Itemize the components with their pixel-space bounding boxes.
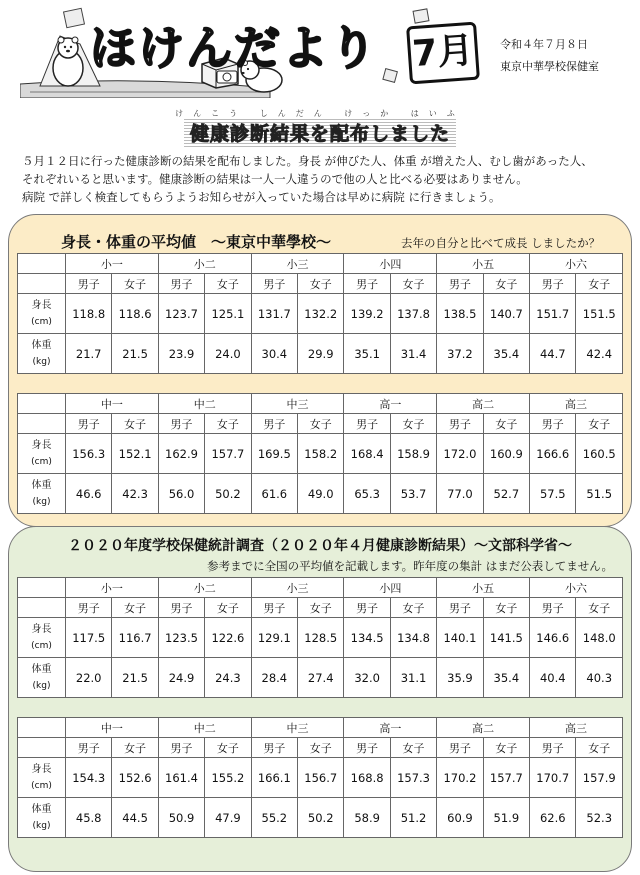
weight-value: 55.2 [251,798,297,838]
height-value: 118.6 [112,294,158,334]
weight-value: 65.3 [344,474,390,514]
weight-value: 50.2 [298,798,344,838]
height-value: 134.8 [390,618,436,658]
sex-header: 女子 [112,738,158,758]
sex-header: 女子 [390,274,436,294]
sex-header: 男子 [66,738,112,758]
grade-header: 小一 [66,254,159,274]
weight-unit: (kg) [32,680,51,691]
national-average-panel [8,526,632,872]
national-elementary-table [17,577,623,698]
grade-header: 中一 [66,718,159,738]
weight-value: 35.4 [483,658,529,698]
sex-header: 男子 [251,414,297,434]
weight-value: 23.9 [158,334,204,374]
headline-ruby: けんこう しんだん けっか はいふ [175,109,465,118]
header-info [500,34,635,78]
height-value: 157.7 [205,434,251,474]
corner-cell [18,254,66,274]
grade-header: 高一 [344,718,437,738]
height-value: 168.8 [344,758,390,798]
weight-value: 30.4 [251,334,297,374]
sex-header: 女子 [390,414,436,434]
weight-value: 51.9 [483,798,529,838]
height-value: 156.3 [66,434,112,474]
corner-cell [18,414,66,434]
weight-value: 21.5 [112,658,158,698]
weight-value: 49.0 [298,474,344,514]
weight-value: 47.9 [205,798,251,838]
weight-label: 体重 [31,663,52,675]
height-value: 128.5 [298,618,344,658]
sex-header: 男子 [530,274,576,294]
intro-text [22,152,632,206]
grade-header: 中一 [66,394,159,414]
sex-header: 女子 [205,738,251,758]
height-value: 151.5 [576,294,623,334]
weight-value: 35.9 [437,658,483,698]
sex-header: 男子 [251,598,297,618]
height-value: 129.1 [251,618,297,658]
weight-value: 57.5 [530,474,576,514]
weight-value: 35.4 [483,334,529,374]
month-badge: 7月 [406,22,480,85]
header-banner [20,6,480,98]
sex-header: 男子 [344,274,390,294]
height-value: 170.2 [437,758,483,798]
height-unit: (cm) [31,640,52,651]
height-unit: (cm) [31,316,52,327]
grade-header: 中三 [251,718,344,738]
height-value: 161.4 [158,758,204,798]
sex-header: 女子 [576,598,623,618]
weight-value: 21.5 [112,334,158,374]
weight-value: 61.6 [251,474,297,514]
height-value: 116.7 [112,618,158,658]
weight-value: 51.5 [576,474,623,514]
weight-unit: (kg) [32,820,51,831]
sex-header: 女子 [298,414,344,434]
height-value: 166.1 [251,758,297,798]
height-value: 146.6 [530,618,576,658]
height-value: 157.3 [390,758,436,798]
height-value: 158.9 [390,434,436,474]
height-row-label [18,758,66,798]
height-value: 152.6 [112,758,158,798]
intro-line: ５月１２日に行った健康診断の結果を配布しました。身長 が伸びた人、体重 が増えた人、むし歯があった人、 [22,154,593,168]
sex-header: 女子 [112,274,158,294]
sex-header: 女子 [576,738,623,758]
sex-header: 男子 [530,598,576,618]
sex-header: 女子 [298,274,344,294]
sex-header: 男子 [437,738,483,758]
weight-row-label [18,658,66,698]
weight-value: 51.2 [390,798,436,838]
headline [0,108,640,147]
height-label: 身長 [31,299,52,311]
sex-header: 男子 [344,598,390,618]
weight-value: 45.8 [66,798,112,838]
weight-value: 28.4 [251,658,297,698]
sex-header: 女子 [390,598,436,618]
corner-cell [18,274,66,294]
weight-unit: (kg) [32,356,51,367]
height-value: 152.1 [112,434,158,474]
height-value: 122.6 [205,618,251,658]
sex-header: 男子 [158,274,204,294]
weight-value: 31.1 [390,658,436,698]
sex-header: 女子 [205,414,251,434]
sex-header: 男子 [66,414,112,434]
sex-header: 女子 [483,738,529,758]
sex-header: 女子 [483,598,529,618]
corner-cell [18,394,66,414]
corner-cell [18,718,66,738]
weight-value: 35.1 [344,334,390,374]
school-elementary-table [17,253,623,374]
sex-header: 男子 [530,738,576,758]
national-panel-title: ２０２０年度学校保健統計調査（２０２０年４月健康診断結果）～文部科学省～ [68,538,572,554]
grade-header: 小一 [66,578,159,598]
height-value: 140.7 [483,294,529,334]
height-row-label [18,294,66,334]
weight-value: 56.0 [158,474,204,514]
height-value: 131.7 [251,294,297,334]
height-row-label [18,618,66,658]
grade-header: 高三 [530,718,623,738]
weight-label: 体重 [31,479,52,491]
height-value: 160.5 [576,434,623,474]
height-value: 162.9 [158,434,204,474]
sex-header: 女子 [205,598,251,618]
sex-header: 女子 [576,414,623,434]
weight-row-label [18,798,66,838]
height-value: 125.1 [205,294,251,334]
height-value: 172.0 [437,434,483,474]
height-label: 身長 [31,763,52,775]
school-average-panel [8,214,632,527]
height-value: 170.7 [530,758,576,798]
weight-value: 50.2 [205,474,251,514]
weight-value: 53.7 [390,474,436,514]
grade-header: 高二 [437,718,530,738]
sex-header: 男子 [344,414,390,434]
weight-value: 40.3 [576,658,623,698]
height-value: 138.5 [437,294,483,334]
issue-date: 令和４年７月８日 [500,38,588,51]
sex-header: 女子 [576,274,623,294]
grade-header: 中三 [251,394,344,414]
height-value: 123.7 [158,294,204,334]
grade-header: 高二 [437,394,530,414]
height-value: 158.2 [298,434,344,474]
sex-header: 男子 [344,738,390,758]
headline-text: 健康診断結果を配布しました [184,118,456,147]
sex-header: 男子 [530,414,576,434]
height-value: 140.1 [437,618,483,658]
sex-header: 女子 [298,598,344,618]
weight-value: 40.4 [530,658,576,698]
weight-value: 58.9 [344,798,390,838]
sex-header: 女子 [112,414,158,434]
height-row-label [18,434,66,474]
corner-cell [18,598,66,618]
weight-value: 50.9 [158,798,204,838]
height-label: 身長 [31,623,52,635]
sex-header: 男子 [158,598,204,618]
grade-header: 小二 [158,254,251,274]
weight-value: 29.9 [298,334,344,374]
intro-line: 病院 で詳しく検査してもらうようお知らせが入っていた場合は早めに病院 に行きましょう。 [22,190,501,204]
height-unit: (cm) [31,780,52,791]
weight-row-label [18,334,66,374]
height-value: 157.7 [483,758,529,798]
school-panel-subtitle: 去年の自分と比べて成長 しましたか？ [401,236,601,250]
height-value: 148.0 [576,618,623,658]
height-value: 123.5 [158,618,204,658]
weight-value: 44.5 [112,798,158,838]
sex-header: 女子 [112,598,158,618]
grade-header: 小三 [251,254,344,274]
height-value: 118.8 [66,294,112,334]
sex-header: 男子 [251,738,297,758]
sex-header: 男子 [437,414,483,434]
grade-header: 小六 [530,578,623,598]
weight-label: 体重 [31,339,52,351]
weight-value: 27.4 [298,658,344,698]
weight-value: 77.0 [437,474,483,514]
height-value: 117.5 [66,618,112,658]
office-name: 東京中華學校保健室 [500,60,599,73]
height-value: 168.4 [344,434,390,474]
height-value: 132.2 [298,294,344,334]
grade-header: 小四 [344,578,437,598]
weight-value: 42.3 [112,474,158,514]
weight-value: 24.3 [205,658,251,698]
grade-header: 小三 [251,578,344,598]
height-value: 154.3 [66,758,112,798]
grade-header: 中二 [158,394,251,414]
weight-value: 31.4 [390,334,436,374]
height-unit: (cm) [31,456,52,467]
grade-header: 高三 [530,394,623,414]
weight-row-label [18,474,66,514]
sex-header: 女子 [483,274,529,294]
grade-header: 小六 [530,254,623,274]
weight-value: 21.7 [66,334,112,374]
weight-value: 52.3 [576,798,623,838]
grade-header: 高一 [344,394,437,414]
height-value: 157.9 [576,758,623,798]
height-value: 155.2 [205,758,251,798]
banner-title: ほけんだより [90,21,378,75]
national-panel-subtitle: 参考までに全国の平均値を記載します。昨年度の集計 はまだ公表してません。 [207,559,613,573]
grade-header: 小五 [437,578,530,598]
grade-header: 中二 [158,718,251,738]
sex-header: 男子 [158,738,204,758]
height-value: 134.5 [344,618,390,658]
corner-cell [18,578,66,598]
height-value: 169.5 [251,434,297,474]
weight-value: 42.4 [576,334,623,374]
sex-header: 女子 [205,274,251,294]
sex-header: 男子 [66,598,112,618]
weight-value: 22.0 [66,658,112,698]
polar-bear-icon [48,36,88,88]
school-panel-title: 身長・体重の平均値 ～東京中華學校～ [61,233,332,251]
weight-value: 37.2 [437,334,483,374]
height-value: 141.5 [483,618,529,658]
height-value: 156.7 [298,758,344,798]
height-value: 139.2 [344,294,390,334]
height-value: 137.8 [390,294,436,334]
weight-unit: (kg) [32,496,51,507]
sex-header: 男子 [437,598,483,618]
grade-header: 小二 [158,578,251,598]
grade-header: 小四 [344,254,437,274]
sex-header: 女子 [298,738,344,758]
sex-header: 男子 [251,274,297,294]
weight-value: 60.9 [437,798,483,838]
corner-cell [18,738,66,758]
grade-header: 小五 [437,254,530,274]
intro-line: それぞれいると思います。健康診断の結果は一人一人違うので他の人と比べる必要はありません。 [22,172,528,186]
weight-value: 24.0 [205,334,251,374]
weight-label: 体重 [31,803,52,815]
school-secondary-table [17,393,623,514]
weight-value: 62.6 [530,798,576,838]
height-value: 160.9 [483,434,529,474]
weight-value: 52.7 [483,474,529,514]
weight-value: 46.6 [66,474,112,514]
weight-value: 32.0 [344,658,390,698]
height-label: 身長 [31,439,52,451]
sex-header: 女子 [390,738,436,758]
sex-header: 男子 [158,414,204,434]
weight-value: 24.9 [158,658,204,698]
weight-value: 44.7 [530,334,576,374]
sex-header: 男子 [66,274,112,294]
national-secondary-table [17,717,623,838]
height-value: 151.7 [530,294,576,334]
height-value: 166.6 [530,434,576,474]
sex-header: 男子 [437,274,483,294]
sex-header: 女子 [483,414,529,434]
